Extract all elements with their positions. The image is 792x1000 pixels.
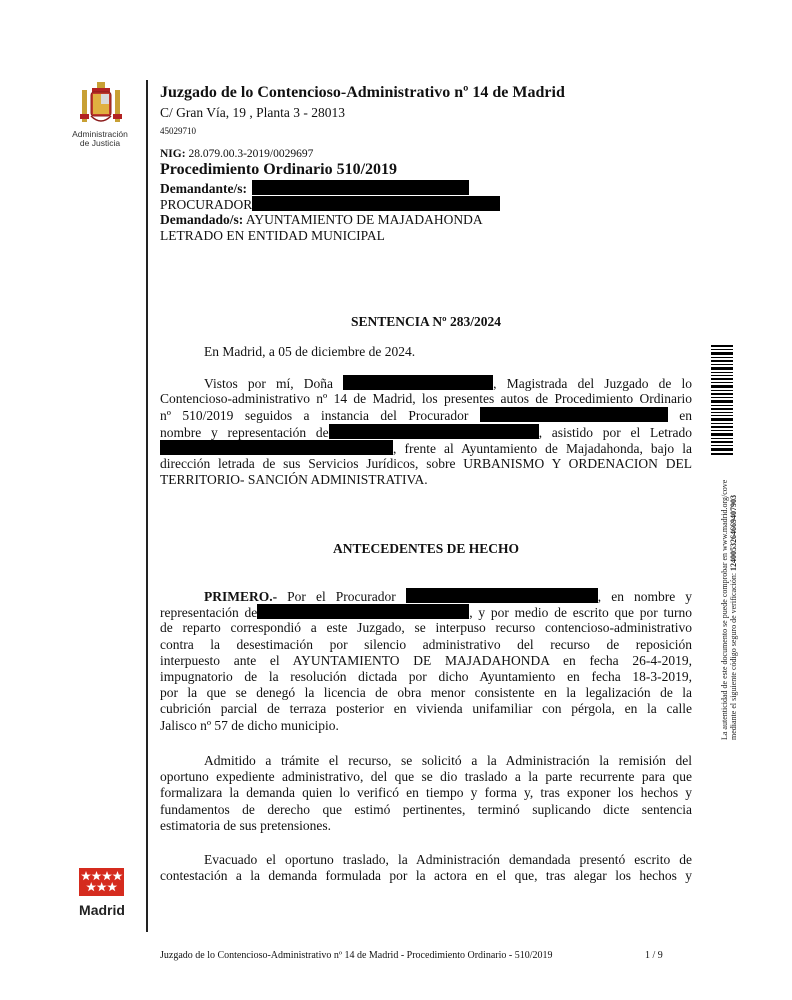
lawyer-line: LETRADO EN ENTIDAD MUNICIPAL (160, 228, 385, 243)
page-number: 1 / 9 (645, 950, 663, 961)
paragraph-vistos: Vistos por mí, Doña , Magistrada del Juzgado de lo Contencioso-administrativo nº 14 de Madrid, los presentes autos de Procedimiento Ordinario nº 510/2019 seguidos a instancia del Procurador en nombre y representación de , asistido por el Letrado , frente al Ayuntamiento de Majadahonda, bajo la dirección letrada de sus Servicios Jurídicos, sobre URBANISMO Y ORDENACION DEL TERRITORIO- SANCIÓN ADMINISTRATIVA. (160, 376, 693, 488)
redaction (329, 424, 539, 439)
madrid-logo-text: Madrid (79, 902, 125, 918)
crest-caption: Administración de Justicia (72, 129, 128, 148)
defendant-line: Demandado/s: AYUNTAMIENTO DE MAJADAHONDA (160, 212, 483, 227)
plaintiff-line: Demandante/s: (160, 180, 469, 197)
redaction (252, 180, 469, 195)
redaction (257, 604, 469, 619)
paragraph-evacuado: Evacuado el oportuno traslado, la Administración demandada presentó escrito de contestación a la demanda formulada por la actora en el que, tras alegar los hechos y (160, 852, 692, 884)
page-footer: Juzgado de lo Contencioso-Administrativo nº 14 de Madrid - Procedimiento Ordinario - 510/2019 (160, 950, 553, 961)
paragraph-primero: PRIMERO.- Por el Procurador , en nombre y representación de , y por medio de escrito que por turno de reparto correspondió a este Juzgado, se interpuso recurso contencioso-administrativo contra la desestimación por silencio administrativo del recurso de reposición interpuesto ante el AYUNTAMIENTO DE MAJADAHONDA en fecha 26-4-2019, impugnatorio de la resolución dictada por dicho Ayuntamiento en fecha 18-3-2019, por la que se denegó la licencia de obra menor consistente en la legalización de la cubrición parcial de terraza posterior en vivienda unifamiliar con pérgola, en la calle Jalisco nº 57 de dicho municipio. (160, 589, 693, 733)
court-title: Juzgado de lo Contencioso-Administrativo nº 14 de Madrid (160, 84, 565, 101)
procedure-title: Procedimiento Ordinario 510/2019 (160, 161, 398, 178)
verification-note: La autenticidad de este documento se puede comprobar en www.madrid.org/cove mediante el siguiente código seguro de verificación: 1240053264669407903 (720, 479, 738, 740)
paragraph-admitido: Admitido a trámite el recurso, se solicitó a la Administración la remisión del oportuno expediente administrativo, del que se dio traslado a la parte recurrente para que formalizara la demanda quien lo verificó en tiempo y forma y, tras exponer los hechos y fundamentos de derecho que estimó pertinentes, terminó suplicando dicte sentencia estimatoria de sus pretensiones. (160, 753, 692, 833)
sentence-title: SENTENCIA Nº 283/2024 (351, 314, 501, 329)
court-code: 45029710 (160, 126, 196, 136)
justice-crest (78, 80, 124, 135)
nig-line: NIG: 28.079.00.3-2019/0029697 (160, 148, 314, 160)
date-line: En Madrid, a 05 de diciembre de 2024. (204, 344, 416, 359)
redaction (160, 440, 393, 455)
redaction (480, 407, 668, 422)
court-address: C/ Gran Vía, 19 , Planta 3 - 28013 (160, 105, 345, 120)
verification-code: 1240053264669407903 (729, 494, 738, 571)
procurador-line: PROCURADOR (160, 196, 500, 213)
redaction (343, 375, 493, 390)
redaction (252, 196, 500, 211)
margin-rule (146, 80, 148, 932)
madrid-logo-icon (79, 868, 124, 896)
redaction (406, 588, 598, 603)
antecedentes-title: ANTECEDENTES DE HECHO (332, 541, 520, 556)
